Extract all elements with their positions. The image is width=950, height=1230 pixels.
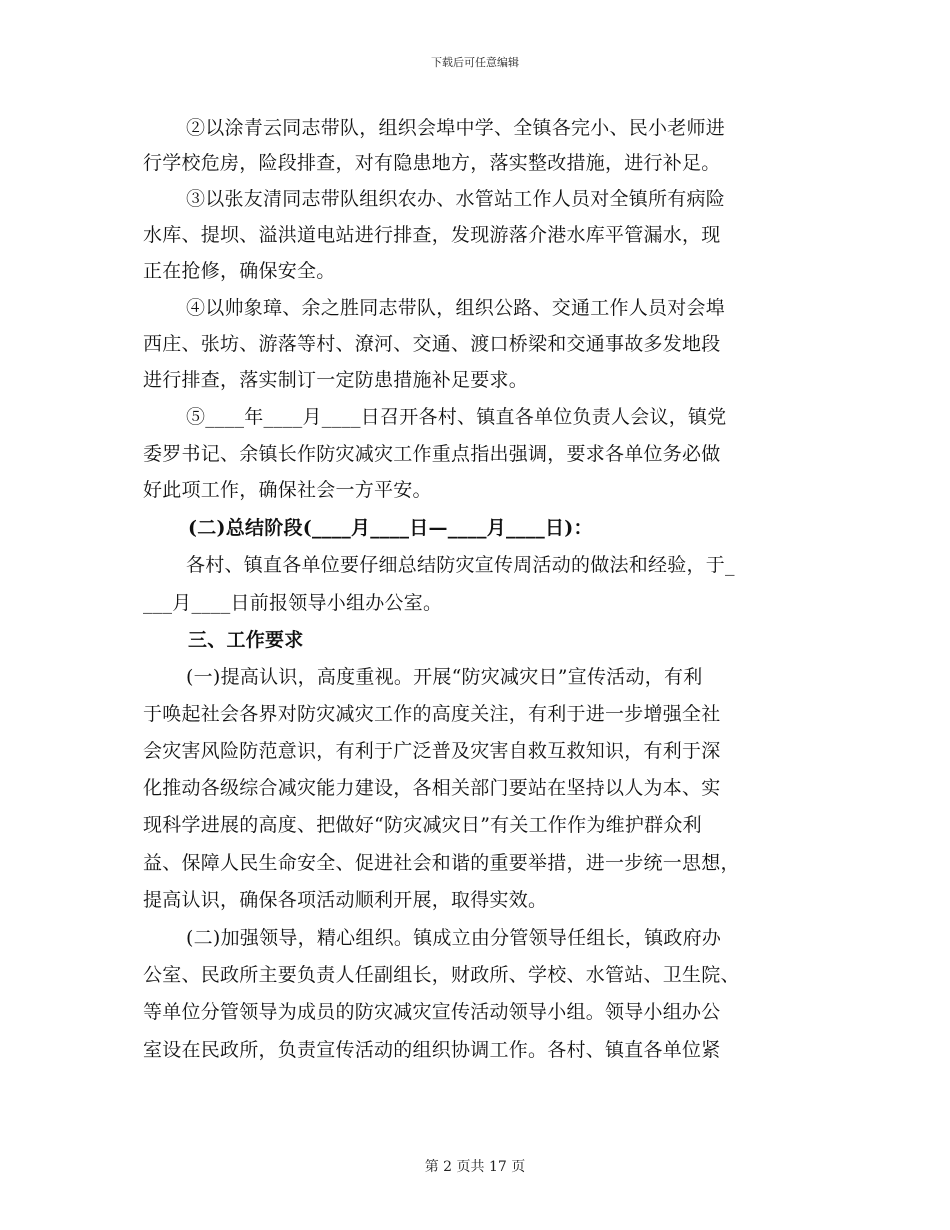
paragraph-line: 室设在民政所，负责宣传活动的组织协调工作。各村、镇直各单位紧 [143, 1039, 721, 1061]
paragraph-line: 会灾害风险防范意识，有利于广泛普及灾害自救互救知识，有利于深 [143, 740, 721, 762]
page-footer: 第 2 页共 17 页 [424, 1159, 526, 1175]
section-heading: (二)总结阶段(____月____日—____月____日)： [188, 517, 593, 539]
paragraph-line: ___月____日前报领导小组办公室。 [143, 592, 443, 614]
paragraph-line: (二)加强领导，精心组织。镇成立由分管领导任组长，镇政府办 [186, 927, 722, 949]
paragraph-line: 现科学进展的高度、把做好“防灾减灾日”有关工作作为维护群众利 [143, 814, 702, 836]
paragraph-line: 各村、镇直各单位要仔细总结防灾宣传周活动的做法和经验，于_ [186, 554, 735, 576]
paragraph-line: ⑤____年____月____日召开各村、镇直各单位负责人会议，镇党 [186, 406, 727, 428]
paragraph-line: 好此项工作，确保社会一方平安。 [143, 479, 432, 501]
paragraph-line: 等单位分管领导为成员的防灾减灾宣传活动领导小组。领导小组办公 [143, 1001, 721, 1023]
paragraph-line: 正在抢修，确保安全。 [143, 260, 336, 282]
paragraph-line: 公室、民政所主要负责人任副组长，财政所、学校、水管站、卫生院、 [143, 964, 740, 986]
paragraph-line: 水库、提坝、溢洪道电站进行排查，发现游落介港水库平管漏水，现 [143, 224, 721, 246]
paragraph-line: 进行排查，落实制订一定防患措施补足要求。 [143, 369, 529, 391]
paragraph-line: 于唤起社会各界对防灾减灾工作的高度关注，有利于进一步增强全社 [143, 703, 721, 725]
paragraph-line: ③以张友清同志带队组织农办、水管站工作人员对全镇所有病险 [186, 188, 726, 210]
section-heading: 三、工作要求 [188, 629, 304, 651]
page-header: 下载后可任意编辑 [431, 56, 519, 69]
paragraph-line: 行学校危房，险段排查，对有隐患地方，落实整改措施，进行补足。 [143, 152, 721, 174]
paragraph-line: 益、保障人民生命安全、促进社会和谐的重要举措，进一步统一思想， [143, 852, 740, 874]
paragraph-line: (一)提高认识，高度重视。开展“防灾减灾日”宣传活动，有利 [186, 666, 703, 688]
paragraph-line: 委罗书记、余镇长作防灾减灾工作重点指出强调，要求各单位务必做 [143, 443, 721, 465]
paragraph-line: 化推动各级综合减灾能力建设，各相关部门要站在坚持以人为本、实 [143, 777, 721, 799]
paragraph-line: 西庄、张坊、游落等村、潦河、交通、渡口桥梁和交通事故多发地段 [143, 333, 721, 355]
paragraph-line: 提高认识，确保各项活动顺利开展，取得实效。 [143, 889, 548, 911]
paragraph-line: ④以帅象璋、余之胜同志带队，组织公路、交通工作人员对会埠 [186, 297, 726, 319]
paragraph-line: ②以涂青云同志带队，组织会埠中学、全镇各完小、民小老师进 [186, 117, 726, 139]
